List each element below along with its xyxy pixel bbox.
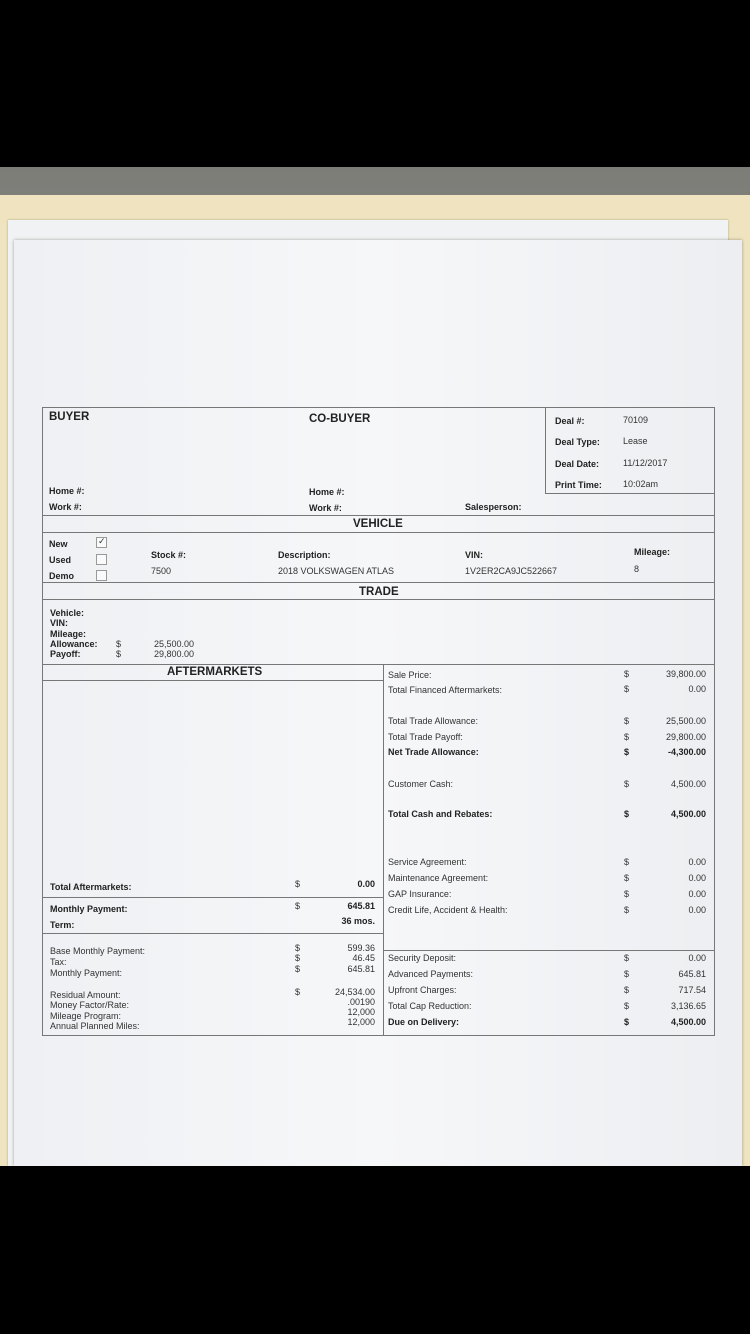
total-cash-currency: $ [624,809,630,819]
trade-top-rule [43,582,714,583]
credit-life-currency: $ [624,905,630,915]
trade-payoff-label: Payoff: [50,649,81,659]
trade-allowance-total-value: 25,500.00 [665,716,706,726]
residual-value: 24,534.00 [334,987,375,997]
gap-label: GAP Insurance: [388,889,452,899]
trade-allowance-label: Allowance: [50,639,98,649]
term-value: 36 mos. [341,916,375,926]
credit-life-label: Credit Life, Accident & Health: [388,905,508,915]
due-label: Due on Delivery: [388,1017,460,1027]
tax-currency: $ [295,953,301,963]
trade-heading: TRADE [359,586,399,598]
total-cash-value: 4,500.00 [670,809,706,819]
security-value: 0.00 [688,953,706,963]
used-label: Used [49,555,72,565]
deal-number-label: Deal #: [555,416,585,426]
deal-recap-form [42,407,715,1036]
base-payment-label: Base Monthly Payment: [50,946,146,956]
monthly-payment-label: Monthly Payment: [50,904,128,914]
co-buyer-heading: CO-BUYER [309,413,371,425]
buyer-heading: BUYER [49,411,90,423]
buyer-home-label: Home #: [49,486,85,496]
due-currency: $ [624,1017,630,1027]
deal-box-bottom [545,493,714,494]
trade-payoff-currency: $ [116,649,122,659]
advanced-label: Advanced Payments: [388,969,474,979]
net-trade-currency: $ [624,747,630,757]
deal-date: 11/12/2017 [623,458,668,468]
total-aftermarkets-label: Total Aftermarkets: [50,882,132,892]
annual-miles-value: 12,000 [347,1017,375,1027]
fin-aftermarkets-label: Total Financed Aftermarkets: [388,685,503,695]
deal-date-label: Deal Date: [555,459,600,469]
stock-label: Stock #: [151,550,187,560]
trade-allowance-currency: $ [116,639,122,649]
gap-currency: $ [624,889,630,899]
tax-value: 46.45 [352,953,375,963]
tax-label: Tax: [50,957,67,967]
annual-miles-label: Annual Planned Miles: [50,1021,140,1031]
mileage-program-label: Mileage Program: [50,1011,122,1021]
trade-payoff-value: 29,800.00 [154,649,195,659]
deal-number: 70109 [623,415,649,425]
trade-vin-label: VIN: [50,618,68,628]
deal-type: Lease [623,436,648,446]
total-aftermarkets-currency: $ [295,879,301,889]
co-buyer-home-label: Home #: [309,487,345,497]
service-label: Service Agreement: [388,857,467,867]
net-trade-value: -4,300.00 [667,747,706,757]
vehicle-heading: VEHICLE [353,518,403,530]
co-buyer-work-label: Work #: [309,503,342,513]
gap-value: 0.00 [688,889,706,899]
breakdown-monthly-value: 645.81 [347,964,375,974]
customer-cash-currency: $ [624,779,630,789]
demo-checkbox[interactable] [96,570,107,581]
new-label: New [49,539,68,549]
service-currency: $ [624,857,630,867]
new-checkbox[interactable] [96,537,107,548]
trade-allowance-value: 25,500.00 [154,639,195,649]
monthly-payment-currency: $ [295,901,301,911]
upfront-currency: $ [624,985,630,995]
aftermarkets-heading: AFTERMARKETS [167,666,263,678]
mileage-program-value: 12,000 [347,1007,375,1017]
stock-number: 7500 [151,566,172,576]
print-time: 10:02am [623,479,659,489]
maintenance-value: 0.00 [688,873,706,883]
vehicle-top-rule [43,515,714,516]
aftermarkets-top-rule [43,664,714,665]
trade-bottom-rule [43,599,714,600]
base-payment-currency: $ [295,943,301,953]
payment-rule [43,933,383,934]
service-value: 0.00 [688,857,706,867]
trade-mileage-label: Mileage: [50,629,87,639]
sale-price-currency: $ [624,669,630,679]
print-time-label: Print Time: [555,480,602,490]
term-label: Term: [50,920,75,930]
description-label: Description: [278,550,331,560]
vehicle-bottom-rule [43,532,714,533]
upfront-value: 717.54 [678,985,706,995]
trade-allowance-total-label: Total Trade Allowance: [388,716,479,726]
delivery-rule [383,950,714,951]
cap-reduction-label: Total Cap Reduction: [388,1001,472,1011]
advanced-value: 645.81 [678,969,706,979]
fin-aftermarkets-currency: $ [624,684,630,694]
money-factor-value: .00190 [347,997,375,1007]
total-aftermarkets-value: 0.00 [357,879,375,889]
aftermarkets-bottom-rule [43,680,383,681]
used-checkbox[interactable] [96,554,107,565]
residual-currency: $ [295,987,301,997]
security-currency: $ [624,953,630,963]
trade-vehicle-label: Vehicle: [50,608,85,618]
cap-reduction-currency: $ [624,1001,630,1011]
mileage-value: 8 [634,564,640,574]
breakdown-monthly-currency: $ [295,964,301,974]
cap-reduction-value: 3,136.65 [670,1001,706,1011]
monthly-payment-value: 645.81 [347,901,375,911]
sale-price-value: 39,800.00 [665,669,706,679]
due-value: 4,500.00 [670,1017,706,1027]
advanced-currency: $ [624,969,630,979]
total-cash-label: Total Cash and Rebates: [388,809,493,819]
vin-label: VIN: [465,550,483,560]
base-payment-value: 599.36 [347,943,375,953]
customer-cash-value: 4,500.00 [670,779,706,789]
deal-box-left [545,408,546,494]
mileage-label: Mileage: [634,547,671,557]
deal-type-label: Deal Type: [555,437,600,447]
vin-value: 1V2ER2CA9JC522667 [465,566,558,576]
money-factor-label: Money Factor/Rate: [50,1000,130,1010]
column-divider [383,664,384,1035]
buyer-work-label: Work #: [49,502,82,512]
maintenance-currency: $ [624,873,630,883]
breakdown-monthly-label: Monthly Payment: [50,968,123,978]
customer-cash-label: Customer Cash: [388,779,454,789]
credit-life-value: 0.00 [688,905,706,915]
maintenance-label: Maintenance Agreement: [388,873,489,883]
demo-label: Demo [49,571,75,581]
fin-aftermarkets-value: 0.00 [688,684,706,694]
security-label: Security Deposit: [388,953,457,963]
trade-payoff-total-value: 29,800.00 [665,732,706,742]
totals-rule [43,897,383,898]
trade-payoff-total-currency: $ [624,732,630,742]
trade-payoff-total-label: Total Trade Payoff: [388,732,463,742]
trade-allowance-total-currency: $ [624,716,630,726]
vehicle-description: 2018 VOLKSWAGEN ATLAS [278,566,395,576]
salesperson-label: Salesperson: [465,502,522,512]
upfront-label: Upfront Charges: [388,985,457,995]
residual-label: Residual Amount: [50,990,121,1000]
net-trade-label: Net Trade Allowance: [388,747,479,757]
sale-price-label: Sale Price: [388,670,432,680]
